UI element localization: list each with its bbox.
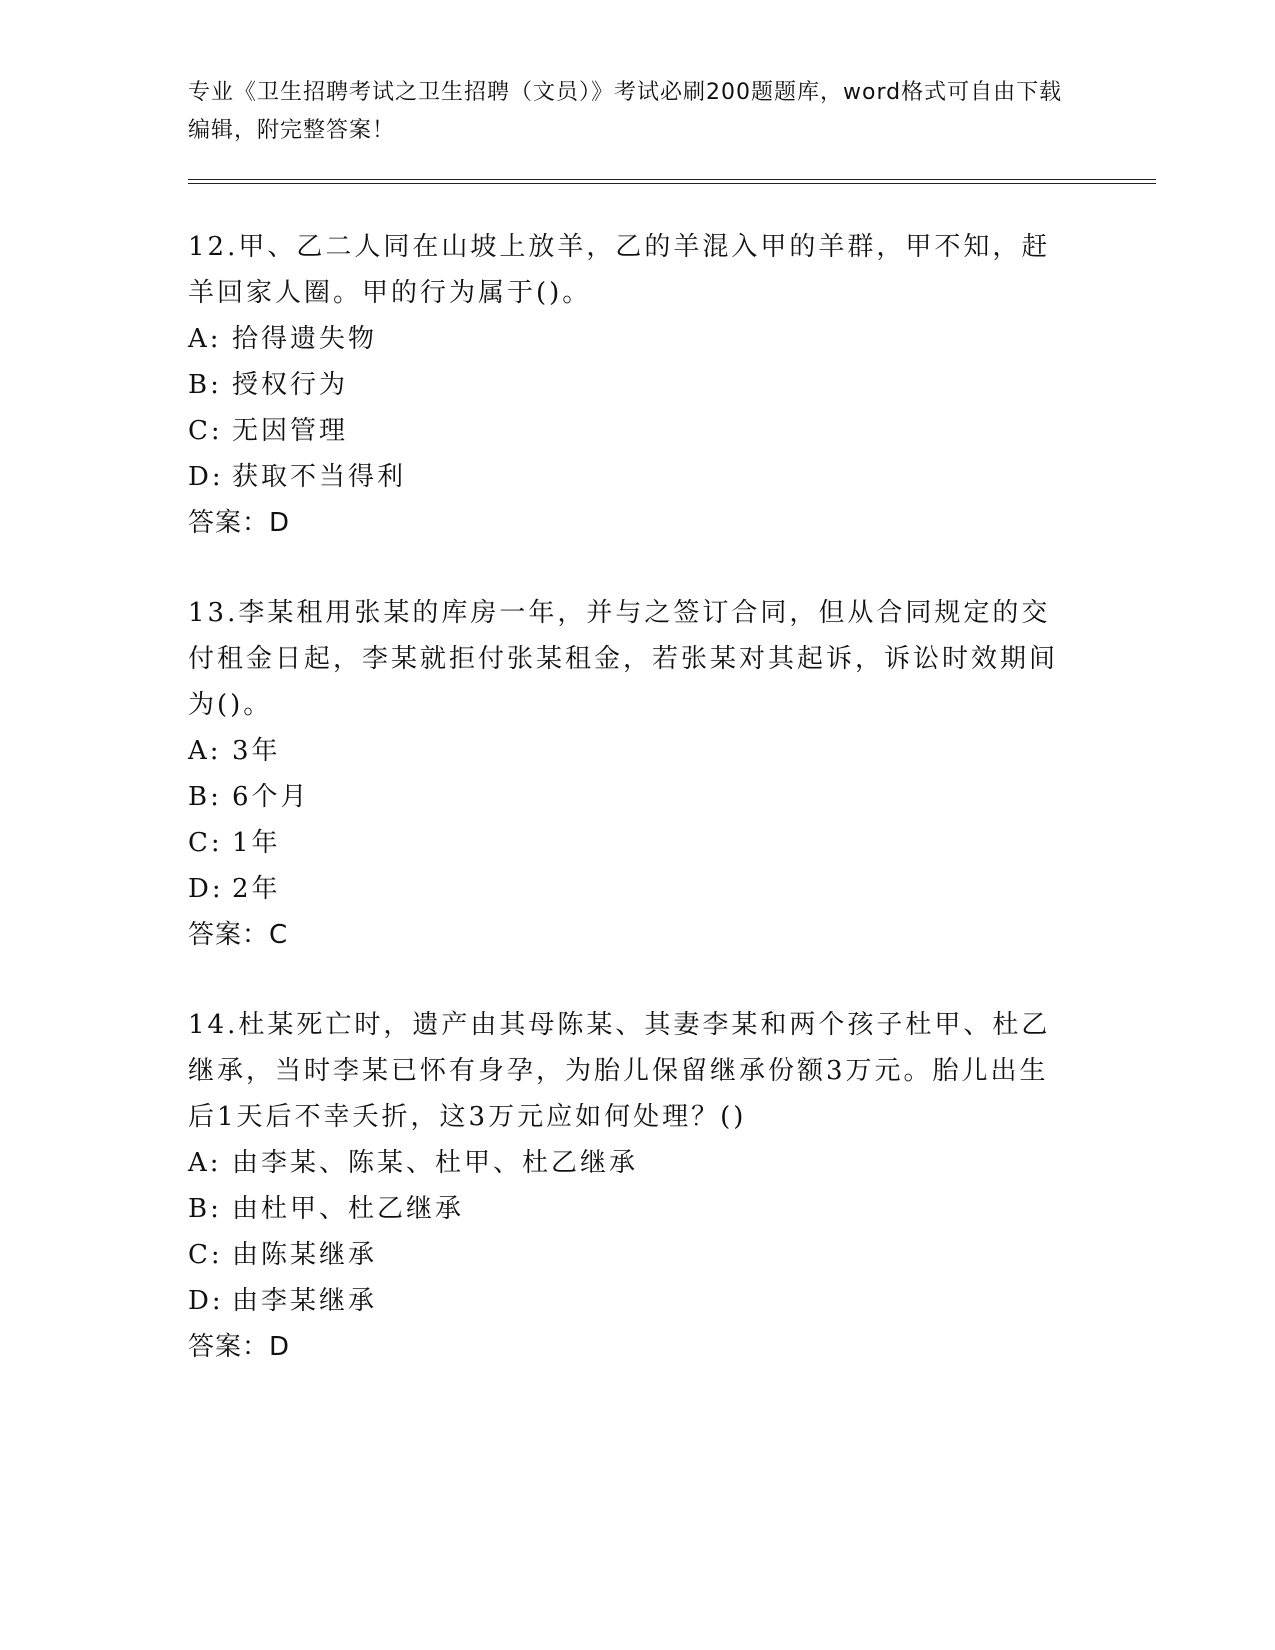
- option-key: A:: [188, 1148, 222, 1178]
- option-b: [188, 362, 1068, 408]
- option-a: [188, 728, 1068, 774]
- option-d: [188, 866, 1068, 912]
- question-text: 14.杜某死亡时，遗产由其母陈某、其妻李某和两个孩子杜甲、杜乙继承，当时李某已怀有身孕，为胎儿保留继承份额3万元。胎儿出生后1天后不幸夭折，这3万元应如何处理？(): [188, 1010, 1051, 1132]
- answer: 答案：D: [188, 1332, 291, 1362]
- option-key: C:: [188, 828, 223, 858]
- option-d: [188, 454, 1068, 500]
- option-key: B:: [188, 782, 222, 812]
- option-c: [188, 408, 1068, 454]
- option-text: 由陈某继承: [232, 1240, 378, 1270]
- question-text: 13.李某租用张某的库房一年，并与之签订合同，但从合同规定的交付租金日起，李某就拒付张某租金，若张某对其起诉，诉讼时效期间为()。: [188, 598, 1059, 720]
- option-b: [188, 1186, 1068, 1232]
- option-key: D:: [188, 1286, 224, 1316]
- option-text: 拾得遗失物: [232, 324, 378, 354]
- option-text: 由李某、陈某、杜甲、杜乙继承: [232, 1148, 639, 1178]
- question-text: 12.甲、乙二人同在山坡上放羊，乙的羊混入甲的羊群，甲不知，赶羊回家人圈。甲的行为属于()。: [188, 232, 1051, 308]
- option-d: [188, 1278, 1068, 1324]
- option-key: C:: [188, 416, 223, 446]
- option-text: 由杜甲、杜乙继承: [232, 1194, 465, 1224]
- option-c: [188, 820, 1068, 866]
- option-key: D:: [188, 462, 224, 492]
- answer: 答案：D: [188, 508, 291, 538]
- header-note: 专业《卫生招聘考试之卫生招聘（文员）》考试必刷200题题库，word格式可自由下载编辑，附完整答案！: [188, 80, 1063, 143]
- option-text: 3年: [232, 736, 281, 766]
- question-14: [188, 1002, 1068, 1370]
- option-text: 授权行为: [232, 370, 349, 400]
- option-key: C:: [188, 1240, 223, 1270]
- option-a: [188, 316, 1068, 362]
- header-divider: [188, 179, 1156, 184]
- option-text: 由李某继承: [232, 1286, 378, 1316]
- option-b: [188, 774, 1068, 820]
- answer: 答案：C: [188, 920, 289, 950]
- option-text: 1年: [232, 828, 281, 858]
- option-text: 无因管理: [232, 416, 349, 446]
- option-text: 获取不当得利: [232, 462, 407, 492]
- option-c: [188, 1232, 1068, 1278]
- question-12: [188, 224, 1068, 546]
- option-text: 6个月: [232, 782, 310, 812]
- question-13: [188, 590, 1068, 958]
- option-text: 2年: [232, 874, 281, 904]
- option-key: A:: [188, 324, 222, 354]
- option-key: B:: [188, 370, 222, 400]
- option-a: [188, 1140, 1068, 1186]
- option-key: B:: [188, 1194, 222, 1224]
- option-key: D:: [188, 874, 224, 904]
- option-key: A:: [188, 736, 222, 766]
